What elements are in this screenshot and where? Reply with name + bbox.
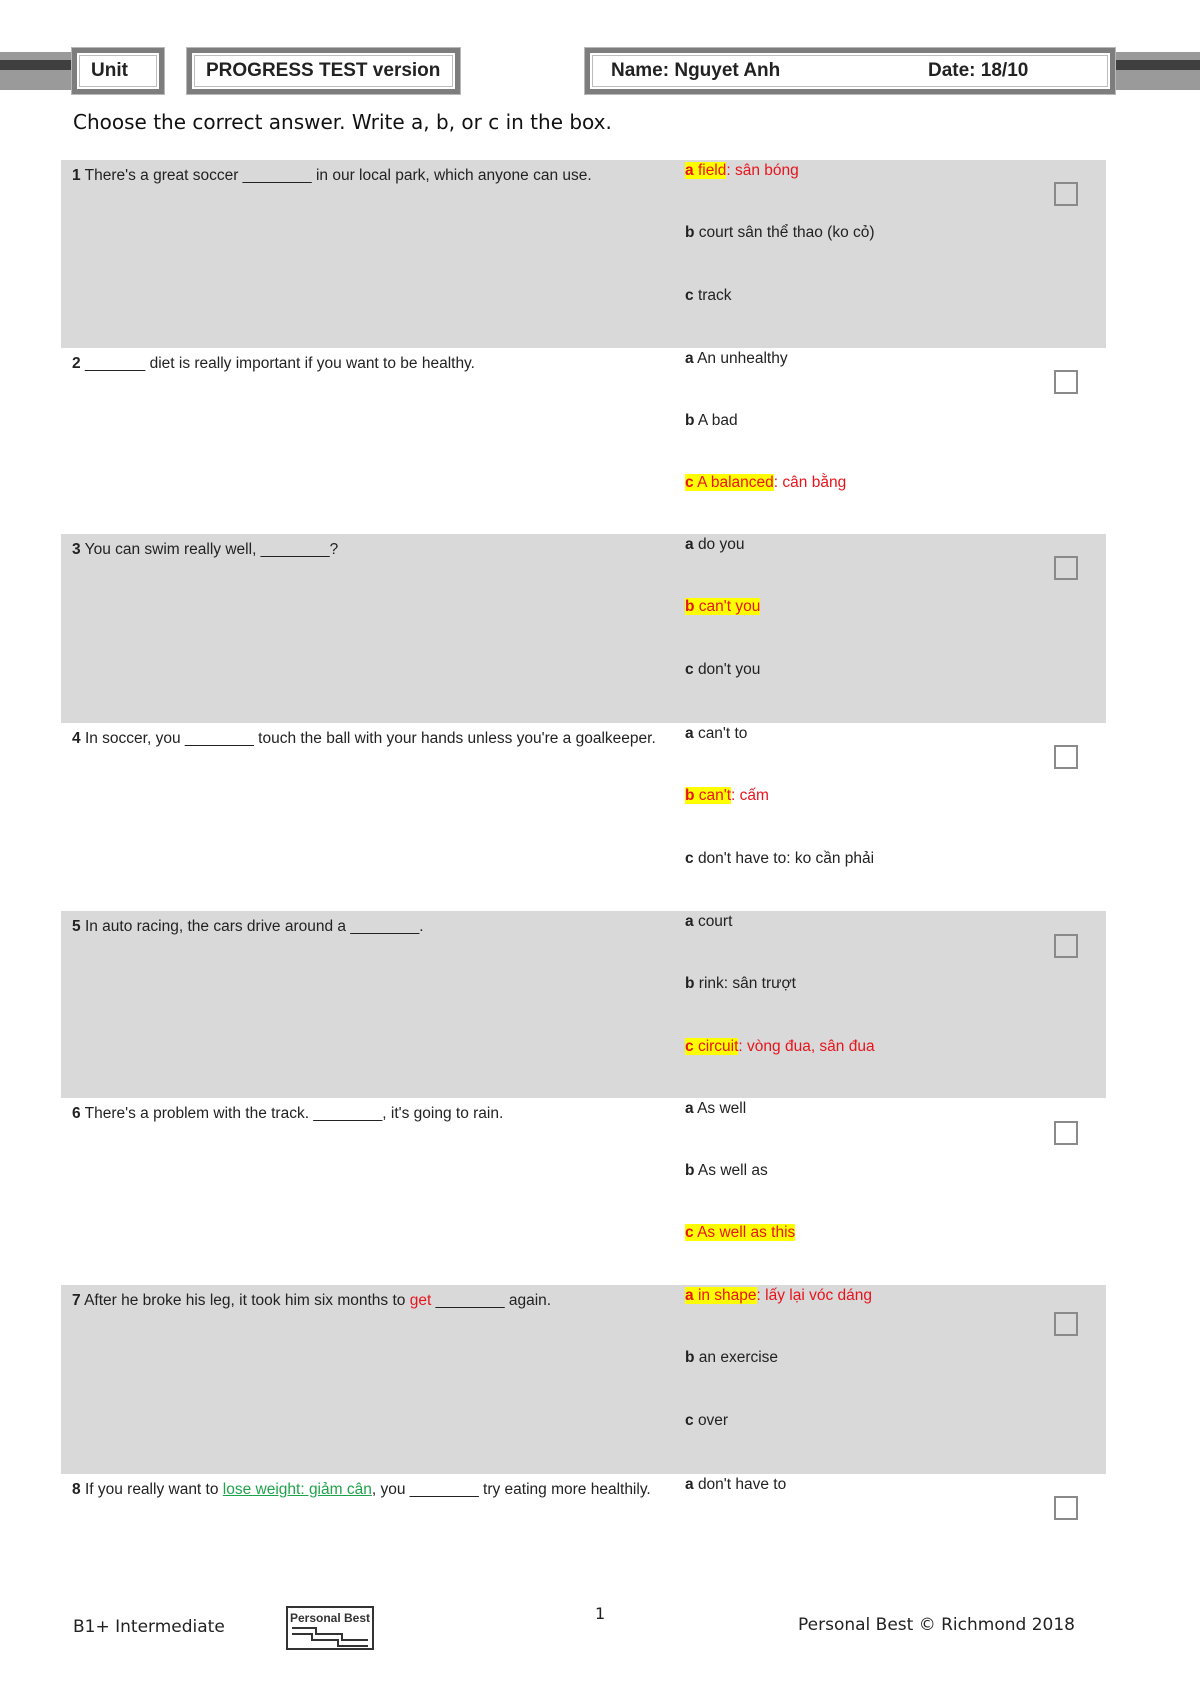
- option-a: a do you: [685, 536, 745, 553]
- option-c: c don't you: [685, 661, 761, 678]
- answer-checkbox-8[interactable]: [1054, 1496, 1078, 1520]
- question-text: 2 _______ diet is really important if you want to be healthy.: [72, 355, 475, 372]
- question-text: 7 After he broke his leg, it took him six months to get ________ again.: [72, 1292, 552, 1309]
- question-row-3: [61, 534, 1106, 723]
- instruction-text: Choose the correct answer. Write a, b, or c in the box.: [73, 110, 612, 134]
- option-a: a in shape: lấy lại vóc dáng: [685, 1287, 873, 1304]
- option-a: a court: [685, 913, 733, 930]
- option-a: a field: sân bóng: [685, 162, 799, 179]
- option-c: c over: [685, 1412, 729, 1429]
- question-row-2: [61, 348, 1106, 534]
- option-a: a don't have to: [685, 1476, 787, 1493]
- option-c: c track: [685, 287, 732, 304]
- question-text: 3 You can swim really well, ________?: [72, 541, 339, 558]
- answer-checkbox-3[interactable]: [1054, 556, 1078, 580]
- question-text: 4 In soccer, you ________ touch the ball with your hands unless you're a goalkeeper.: [72, 730, 656, 747]
- footer-copyright: Personal Best © Richmond 2018: [798, 1615, 1075, 1635]
- answer-checkbox-2[interactable]: [1054, 370, 1078, 394]
- option-c: c A balanced: cân bằng: [685, 474, 847, 491]
- unit-label: Unit: [91, 60, 128, 81]
- question-text: 1 There's a great soccer ________ in our local park, which anyone can use.: [72, 167, 592, 184]
- option-a: a can't to: [685, 725, 748, 742]
- option-b: b As well as: [685, 1162, 768, 1179]
- personal-best-logo: [286, 1606, 374, 1650]
- question-row-8: [61, 1474, 1106, 1574]
- header-bar-right: [1115, 52, 1200, 90]
- test-version-box: [187, 48, 460, 94]
- option-c: c As well as this: [685, 1224, 796, 1241]
- name-label: Name: Nguyet Anh: [611, 60, 781, 81]
- question-row-1: [61, 160, 1106, 348]
- question-text: 8 If you really want to lose weight: giảm cân, you ________ try eating more healthily.: [72, 1481, 651, 1498]
- option-b: b an exercise: [685, 1349, 779, 1366]
- option-b: b can't you: [685, 598, 761, 615]
- answer-checkbox-1[interactable]: [1054, 182, 1078, 206]
- option-b: b court sân thể thao (ko cỏ): [685, 224, 875, 241]
- question-text: 6 There's a problem with the track. ________, it's going to rain.: [72, 1105, 504, 1122]
- option-a: a As well: [685, 1100, 747, 1117]
- footer-level: B1+ Intermediate: [73, 1617, 225, 1637]
- date-label: Date: 18/10: [928, 60, 1029, 81]
- option-b: b can't: cấm: [685, 787, 769, 804]
- header-bar-left: [0, 52, 72, 90]
- option-b: b rink: sân trượt: [685, 975, 796, 992]
- svg-text:Personal Best: Personal Best: [289, 1611, 371, 1625]
- option-c: c don't have to: ko cần phải: [685, 850, 875, 867]
- answer-checkbox-7[interactable]: [1054, 1312, 1078, 1336]
- name-date-box: [585, 48, 1115, 94]
- question-row-5: [61, 911, 1106, 1098]
- option-a: a An unhealthy: [685, 350, 788, 367]
- answer-checkbox-5[interactable]: [1054, 934, 1078, 958]
- page-number: 1: [595, 1604, 606, 1623]
- unit-box: [72, 48, 164, 94]
- answer-checkbox-6[interactable]: [1054, 1121, 1078, 1145]
- test-label: PROGRESS TEST version: [206, 60, 441, 81]
- answer-checkbox-4[interactable]: [1054, 745, 1078, 769]
- question-row-6: [61, 1098, 1106, 1285]
- question-row-4: [61, 723, 1106, 911]
- option-c: c circuit: vòng đua, sân đua: [685, 1038, 875, 1055]
- question-row-7: [61, 1285, 1106, 1474]
- question-text: 5 In auto racing, the cars drive around a ________.: [72, 918, 424, 935]
- option-b: b A bad: [685, 412, 738, 429]
